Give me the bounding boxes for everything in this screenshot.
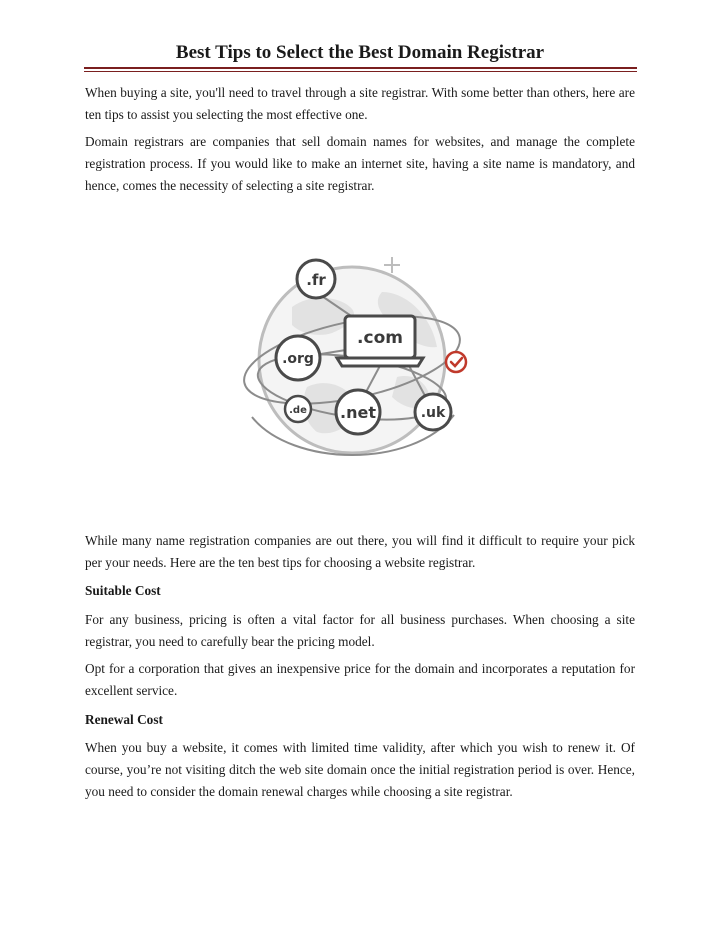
tips-intro-paragraph: While many name registration companies are out there, you will find it difficult to require your pick per your needs. Here are the ten best tips for choosing a website registrar. bbox=[85, 533, 635, 570]
document-title: Best Tips to Select the Best Domain Registrar bbox=[175, 42, 545, 63]
check-badge-icon bbox=[446, 352, 466, 372]
label-de: .de bbox=[289, 405, 307, 416]
domain-globe-illustration bbox=[232, 237, 482, 477]
renewal-paragraph: When you buy a website, it comes with limited time validity, after which you wish to renew it. Of course, you’re not visiting ditch the web site domain once the initial registration period is over. Hence, you need to consider the domain renewal charges while choosing a site registrar. bbox=[85, 740, 635, 799]
sparkle-icon bbox=[384, 257, 400, 273]
pricing-paragraph: For any business, pricing is often a vital factor for all business purchases. When choosing a site registrar, you need to carefully bear the pricing model. bbox=[85, 612, 635, 649]
laptop-base bbox=[337, 358, 423, 366]
heading-renewal-cost: Renewal Cost bbox=[85, 712, 163, 727]
definition-paragraph: Domain registrars are companies that sell domain names for websites, and manage the complete registration process. If you would like to make an internet site, having a site name is mandatory, and hence, comes the necessity of selecting a site registrar. bbox=[85, 134, 635, 193]
corporation-paragraph: Opt for a corporation that gives an inexpensive price for the domain and incorporates a reputation for excellent service. bbox=[85, 661, 635, 698]
label-net: .net bbox=[340, 403, 376, 422]
label-fr: .fr bbox=[306, 271, 326, 289]
label-org: .org bbox=[282, 351, 314, 367]
globe-domains-icon bbox=[232, 237, 482, 477]
label-uk: .uk bbox=[420, 405, 446, 421]
title-divider bbox=[84, 67, 637, 72]
intro-paragraph: When buying a site, you'll need to travel through a site registrar. With some better than others, here are ten tips to assist you selecting the most effective one. bbox=[85, 85, 635, 122]
label-com: .com bbox=[357, 328, 403, 348]
heading-suitable-cost: Suitable Cost bbox=[85, 583, 161, 598]
